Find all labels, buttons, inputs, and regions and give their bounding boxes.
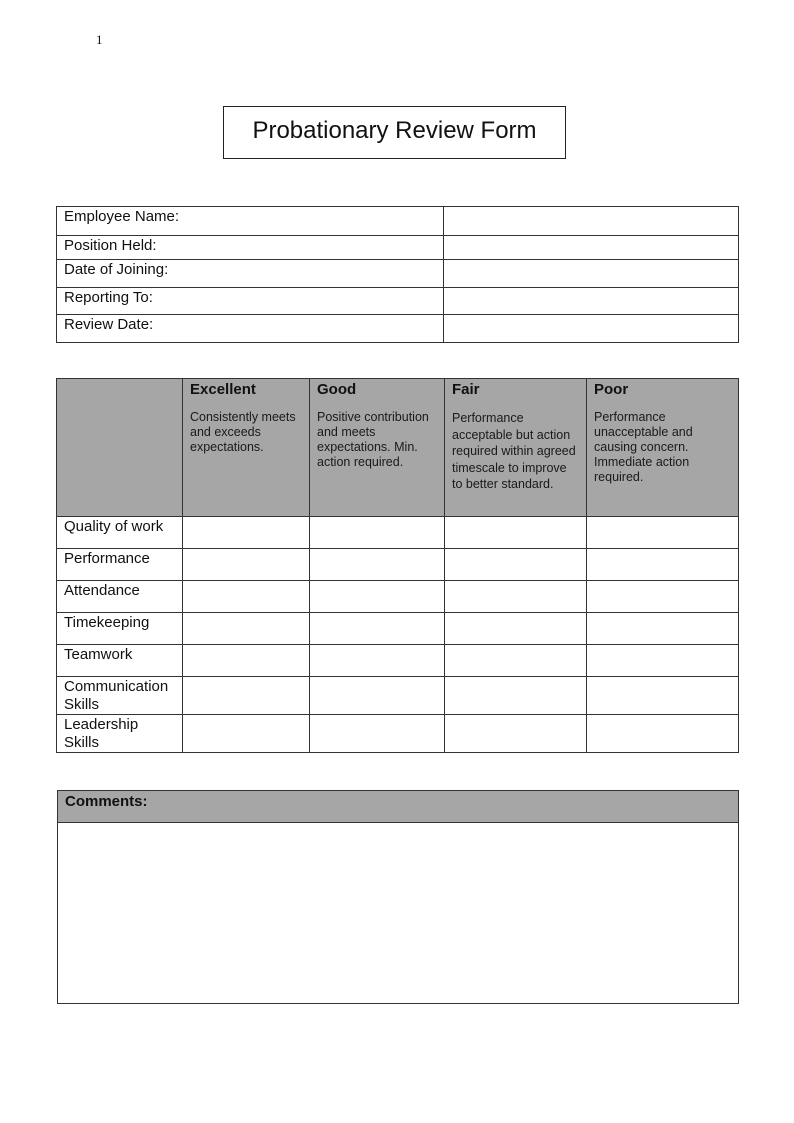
form-title-text: Probationary Review Form (252, 116, 537, 144)
rating-cell-poor[interactable] (587, 677, 739, 715)
reporting-to-label: Reporting To: (57, 288, 444, 315)
employee-info-table (56, 206, 739, 343)
date-of-joining-field[interactable] (444, 260, 739, 288)
rating-cell-good[interactable] (310, 677, 445, 715)
rating-cell-excellent[interactable] (183, 517, 310, 549)
rating-header-row (57, 379, 739, 517)
rating-header-poor (587, 379, 739, 517)
rating-desc-good: Positive contribution and meets expectations. Min. action required. (317, 410, 429, 469)
rating-cell-fair[interactable] (445, 715, 587, 753)
rating-cell-poor[interactable] (587, 715, 739, 753)
rating-cell-good[interactable] (310, 645, 445, 677)
rating-cell-fair[interactable] (445, 645, 587, 677)
rating-cell-excellent[interactable] (183, 613, 310, 645)
review-date-row (57, 315, 739, 343)
position-held-row (57, 236, 739, 260)
rating-cell-excellent[interactable] (183, 645, 310, 677)
rating-row-timekeeping (57, 613, 739, 645)
rating-cell-good[interactable] (310, 549, 445, 581)
rating-cell-excellent[interactable] (183, 581, 310, 613)
rating-header-fair (445, 379, 587, 517)
rating-row-leadership-skills (57, 715, 739, 753)
page-number: 1 (96, 32, 103, 47)
rating-cell-fair[interactable] (445, 549, 587, 581)
rating-cell-fair[interactable] (445, 581, 587, 613)
rating-cell-good[interactable] (310, 715, 445, 753)
reporting-to-row (57, 288, 739, 315)
criterion-label: Communication Skills (57, 677, 183, 715)
rating-row-quality-of-work (57, 517, 739, 549)
rating-label-poor: Poor (594, 381, 629, 398)
review-date-label: Review Date: (57, 315, 444, 343)
position-held-label: Position Held: (57, 236, 444, 260)
rating-row-attendance (57, 581, 739, 613)
criterion-label: Attendance (57, 581, 183, 613)
rating-cell-excellent[interactable] (183, 549, 310, 581)
comments-label: Comments: (58, 791, 738, 823)
rating-cell-poor[interactable] (587, 613, 739, 645)
date-of-joining-row (57, 260, 739, 288)
criterion-label: Teamwork (57, 645, 183, 677)
rating-row-performance (57, 549, 739, 581)
rating-cell-good[interactable] (310, 517, 445, 549)
criterion-label: Performance (57, 549, 183, 581)
rating-cell-fair[interactable] (445, 677, 587, 715)
rating-row-communication-skills (57, 677, 739, 715)
criterion-label: Timekeeping (57, 613, 183, 645)
comments-field[interactable] (58, 823, 738, 1003)
rating-cell-fair[interactable] (445, 613, 587, 645)
position-held-field[interactable] (444, 236, 739, 260)
date-of-joining-label: Date of Joining: (57, 260, 444, 288)
reporting-to-field[interactable] (444, 288, 739, 315)
rating-label-good: Good (317, 381, 357, 398)
rating-cell-poor[interactable] (587, 549, 739, 581)
rating-cell-good[interactable] (310, 581, 445, 613)
rating-header-good (310, 379, 445, 517)
rating-label-excellent: Excellent (190, 381, 256, 398)
employee-name-row (57, 207, 739, 236)
review-date-field[interactable] (444, 315, 739, 343)
employee-name-field[interactable] (444, 207, 739, 236)
comments-section (57, 790, 739, 1004)
rating-label-fair: Fair (452, 381, 480, 398)
criterion-label: Leadership Skills (57, 715, 183, 753)
rating-cell-excellent[interactable] (183, 715, 310, 753)
rating-cell-fair[interactable] (445, 517, 587, 549)
form-title (223, 106, 566, 159)
rating-cell-poor[interactable] (587, 581, 739, 613)
rating-cell-poor[interactable] (587, 645, 739, 677)
rating-table (56, 378, 739, 753)
rating-desc-fair: Performance acceptable but action required within agreed timescale to improve to better standard. (452, 411, 576, 491)
rating-row-teamwork (57, 645, 739, 677)
rating-cell-good[interactable] (310, 613, 445, 645)
criterion-label: Quality of work (57, 517, 183, 549)
rating-cell-poor[interactable] (587, 517, 739, 549)
rating-cell-excellent[interactable] (183, 677, 310, 715)
rating-header-excellent (183, 379, 310, 517)
employee-name-label: Employee Name: (57, 207, 444, 236)
rating-header-blank (57, 379, 183, 517)
rating-desc-excellent: Consistently meets and exceeds expectations. (190, 410, 296, 454)
rating-desc-poor: Performance unacceptable and causing concern. Immediate action required. (594, 410, 693, 484)
